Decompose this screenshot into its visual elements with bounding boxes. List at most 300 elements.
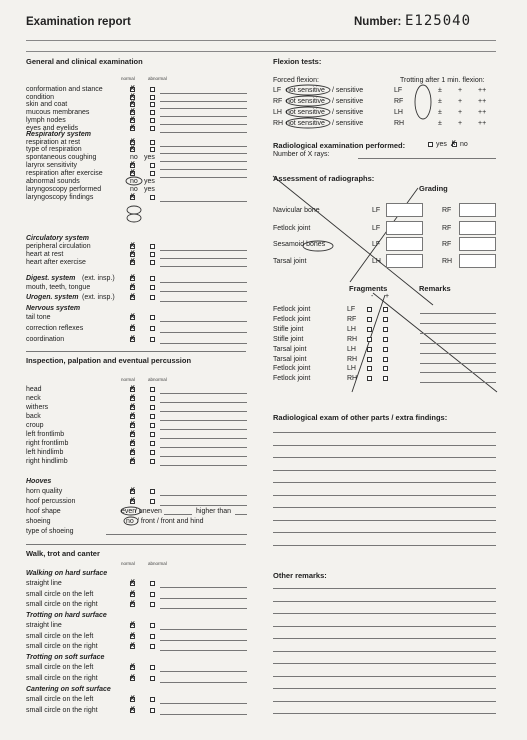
circ-row-line bbox=[160, 266, 247, 267]
insp-row-mark: ✗ bbox=[129, 402, 136, 411]
general-row-abnormal-box[interactable] bbox=[150, 95, 155, 100]
frag-row-leg: LH bbox=[347, 325, 356, 333]
hard-walk-row-line bbox=[160, 608, 247, 609]
nervous-row-abnormal-box[interactable] bbox=[150, 337, 155, 342]
frag-row-name: Tarsal joint bbox=[273, 355, 307, 363]
hoof-row-label: hoof percussion bbox=[26, 498, 76, 505]
trot-scale: + bbox=[458, 98, 463, 105]
circ-row-mark: ✗ bbox=[129, 257, 136, 267]
soft-trot-row-line bbox=[160, 682, 247, 683]
frag-minus: - bbox=[371, 293, 374, 300]
circ-row-label: peripheral circulation bbox=[26, 243, 91, 250]
frag-minus-box[interactable] bbox=[367, 337, 372, 342]
general-row-mark: ✗ bbox=[129, 84, 136, 93]
soft-trot-row-mark: ✗ bbox=[129, 662, 136, 671]
nervous-row-line bbox=[160, 321, 247, 322]
insp-row-mark: ✗ bbox=[129, 411, 136, 420]
hard-trot-row-label: small circle on the right bbox=[26, 643, 98, 650]
resp-row-abnormal-box[interactable] bbox=[150, 140, 155, 145]
hoof-uneven: / uneven bbox=[135, 508, 162, 515]
hard-walk-row-label: straight line bbox=[26, 580, 62, 587]
other-parts-line bbox=[273, 507, 496, 508]
circ-row-label: heart after exercise bbox=[26, 259, 86, 267]
frag-plus-box[interactable] bbox=[383, 376, 388, 381]
frag-minus-box[interactable] bbox=[367, 317, 372, 322]
type-shoeing-line bbox=[106, 534, 247, 535]
general-row-abnormal-box[interactable] bbox=[150, 118, 155, 123]
soft-canter-row-mark: ✗ bbox=[129, 705, 136, 714]
grade-box-right[interactable] bbox=[459, 221, 496, 235]
soft-canter-title: Cantering on soft surface bbox=[26, 686, 111, 693]
soft-canter-row-abnormal-box[interactable] bbox=[150, 697, 155, 702]
insp-row-line bbox=[160, 429, 247, 430]
frag-row-name: Stifle joint bbox=[273, 325, 304, 333]
resp-row-abnormal-box[interactable] bbox=[150, 163, 155, 168]
assessment-title: Assessment of radiographs: bbox=[273, 174, 375, 183]
insp-row-label: neck bbox=[26, 395, 41, 402]
frag-remark-line bbox=[420, 372, 496, 373]
resp-row-label: respiration at rest bbox=[26, 138, 81, 146]
hard-trot-row-label: small circle on the left bbox=[26, 632, 94, 640]
circ-row-line bbox=[160, 250, 247, 251]
hoof-even: even bbox=[121, 508, 137, 515]
shoeing-label: shoeing bbox=[26, 518, 51, 525]
flex-sensitive: / sensitive bbox=[332, 87, 364, 94]
soft-trot-row-label: small circle on the left bbox=[26, 664, 94, 671]
grade-box-right[interactable] bbox=[459, 237, 496, 251]
grade-box-left[interactable] bbox=[386, 237, 423, 251]
other-remarks-title: Other remarks: bbox=[273, 571, 327, 580]
forced-flexion-label: Forced flexion: bbox=[273, 77, 319, 84]
insp-row-label: left hindlimb bbox=[26, 449, 64, 456]
hard-walk-row-mark: ✗ bbox=[129, 588, 136, 598]
flex-leg: LH bbox=[273, 109, 282, 116]
assess-right-leg: RF bbox=[442, 241, 452, 248]
general-row-abnormal-box[interactable] bbox=[150, 102, 155, 107]
grade-box-left[interactable] bbox=[386, 203, 423, 217]
x-rays-line bbox=[358, 158, 496, 159]
insp-row-abnormal-box[interactable] bbox=[150, 450, 155, 455]
general-row-label: eyes and eyelids bbox=[26, 124, 79, 132]
resp-row-line bbox=[160, 169, 247, 170]
other-parts-line bbox=[273, 520, 496, 521]
nervous-row-abnormal-box[interactable] bbox=[150, 315, 155, 320]
hoof-row-mark: ✗ bbox=[129, 496, 136, 505]
circ-row-abnormal-box[interactable] bbox=[150, 244, 155, 249]
insp-row-line bbox=[160, 411, 247, 412]
digest-line bbox=[160, 282, 247, 283]
grade-box-right[interactable] bbox=[459, 203, 496, 217]
respiratory-title: Respiratory system bbox=[26, 131, 91, 138]
soft-trot-title: Trotting on soft surface bbox=[26, 654, 105, 661]
other-remarks-line bbox=[273, 688, 496, 689]
general-title: General and clinical examination bbox=[26, 57, 143, 66]
frag-row-name: Fetlock joint bbox=[273, 375, 311, 383]
resp-row-abnormal-box[interactable] bbox=[150, 147, 155, 152]
sounds-no: no bbox=[130, 178, 138, 185]
assess-right-leg: RH bbox=[442, 258, 453, 265]
frag-plus-box[interactable] bbox=[383, 347, 388, 352]
trot-leg: RF bbox=[394, 98, 404, 105]
general-row-label: lymph nodes bbox=[26, 116, 66, 124]
trot-scale: ++ bbox=[478, 109, 487, 116]
flex-not-sensitive: not sensitive bbox=[286, 109, 325, 116]
frag-row-name: Tarsal joint bbox=[273, 345, 307, 353]
insp-row-abnormal-box[interactable] bbox=[150, 387, 155, 392]
insp-col-abnormal: abnormal bbox=[148, 377, 167, 382]
general-row-mark: ✗ bbox=[129, 122, 136, 132]
frag-row-leg: RH bbox=[347, 375, 358, 383]
resp-row-line bbox=[160, 161, 247, 162]
assess-left-leg: LF bbox=[372, 207, 381, 214]
flex-sensitive: / sensitive bbox=[332, 98, 364, 105]
walk-title: Walk, trot and canter bbox=[26, 549, 100, 558]
trot-scale: ± bbox=[438, 87, 442, 94]
general-row-mark: ✗ bbox=[129, 107, 136, 117]
insp-row-abnormal-box[interactable] bbox=[150, 441, 155, 446]
mouth-row-abnormal-box[interactable] bbox=[150, 285, 155, 290]
resp-row-mark: ✗ bbox=[129, 144, 136, 154]
other-remarks-line bbox=[273, 701, 496, 702]
general-row-label: condition bbox=[26, 93, 55, 101]
hard-trot-row-mark: ✗ bbox=[129, 620, 136, 629]
circulatory-title: Circulatory system bbox=[26, 235, 90, 242]
insp-row-line bbox=[160, 402, 247, 403]
col-normal: normal bbox=[121, 76, 135, 81]
hard-trot-row-line bbox=[160, 629, 247, 630]
frag-remark-line bbox=[420, 353, 496, 354]
resp-row-mark: ✗ bbox=[129, 168, 136, 178]
other-parts-line bbox=[273, 532, 496, 533]
other-remarks-line bbox=[273, 626, 496, 627]
other-remarks-line bbox=[273, 638, 496, 639]
hard-trot-row-abnormal-box[interactable] bbox=[150, 644, 155, 649]
sounds-no-circle bbox=[127, 206, 141, 214]
resp-row-label: larynx sensitivity bbox=[26, 162, 77, 170]
coughing-no: no bbox=[130, 154, 138, 162]
insp-row-abnormal-box[interactable] bbox=[150, 405, 155, 410]
assess-left-leg: LH bbox=[372, 258, 381, 265]
frag-remark-line bbox=[420, 333, 496, 334]
frag-remark-line bbox=[420, 323, 496, 324]
frag-row-leg: LF bbox=[347, 306, 356, 313]
flex-sensitive: / sensitive bbox=[332, 120, 364, 127]
frag-remark-line bbox=[420, 363, 496, 364]
flex-sensitive: / sensitive bbox=[332, 109, 364, 116]
flex-leg: RF bbox=[273, 98, 283, 105]
general-row-mark: ✗ bbox=[129, 99, 136, 109]
trot-scale: ± bbox=[438, 120, 442, 127]
insp-row-mark: ✗ bbox=[129, 429, 136, 438]
frag-row-leg: LH bbox=[347, 345, 356, 353]
remarks-label: Remarks bbox=[419, 284, 451, 293]
general-row-abnormal-box[interactable] bbox=[150, 110, 155, 115]
insp-row-line bbox=[160, 420, 247, 421]
hard-walk-title: Walking on hard surface bbox=[26, 570, 108, 577]
sounds-yes: yes bbox=[144, 185, 155, 193]
general-row-abnormal-box[interactable] bbox=[150, 126, 155, 131]
soft-canter-row-line bbox=[160, 703, 247, 704]
assess-left-leg: LF bbox=[372, 241, 381, 248]
trot-zero-circle bbox=[415, 85, 431, 119]
hard-walk-row-line bbox=[160, 598, 247, 599]
frag-row-leg: RH bbox=[347, 335, 358, 343]
assess-row-name: Navicular bone bbox=[273, 207, 320, 214]
frag-plus: + bbox=[385, 293, 390, 300]
frag-remark-line bbox=[420, 313, 496, 314]
hard-walk-row-label: small circle on the right bbox=[26, 601, 98, 608]
hard-trot-row-line bbox=[160, 640, 247, 641]
frag-minus-box[interactable] bbox=[367, 347, 372, 352]
hoof-row-abnormal-box[interactable] bbox=[150, 499, 155, 504]
hard-walk-row-label: small circle on the left bbox=[26, 590, 94, 598]
hard-walk-row-abnormal-box[interactable] bbox=[150, 581, 155, 586]
frag-plus-box[interactable] bbox=[383, 307, 388, 312]
soft-trot-row-abnormal-box[interactable] bbox=[150, 676, 155, 681]
frag-row-leg: LH bbox=[347, 365, 356, 373]
type-shoeing-label: type of shoeing bbox=[26, 528, 74, 535]
frag-minus-box[interactable] bbox=[367, 327, 372, 332]
general-row-label: skin and coat bbox=[26, 101, 68, 109]
resp-row-mark: ✗ bbox=[129, 191, 136, 201]
trot-leg: LH bbox=[394, 109, 403, 116]
nervous-row-label: tail tone bbox=[26, 314, 51, 321]
insp-row-abnormal-box[interactable] bbox=[150, 396, 155, 401]
trot-leg: RH bbox=[394, 120, 405, 127]
other-parts-line bbox=[273, 445, 496, 446]
resp-row-abnormal-box[interactable] bbox=[150, 195, 155, 200]
flex-not-sensitive: not sensitive bbox=[286, 98, 325, 105]
frag-row-name: Fetlock joint bbox=[273, 315, 311, 323]
flex-not-sensitive: not sensitive bbox=[286, 87, 325, 94]
other-parts-line bbox=[273, 545, 496, 546]
grade-box-left[interactable] bbox=[386, 221, 423, 235]
soft-trot-row-abnormal-box[interactable] bbox=[150, 665, 155, 670]
report-title: Examination report bbox=[26, 16, 131, 28]
circ-row-label: heart at rest bbox=[26, 251, 64, 259]
frag-minus-box[interactable] bbox=[367, 376, 372, 381]
mouth-row-label: mouth, teeth, tongue bbox=[26, 284, 91, 291]
sounds-yes: yes bbox=[144, 178, 155, 185]
digest-mark: ✗ bbox=[129, 273, 136, 282]
trot-leg: LF bbox=[394, 87, 403, 94]
insp-row-mark: ✗ bbox=[129, 384, 136, 393]
urogen-abnormal-box[interactable] bbox=[150, 295, 155, 300]
hard-trot-row-abnormal-box[interactable] bbox=[150, 623, 155, 628]
col-abnormal: abnormal bbox=[148, 76, 167, 81]
insp-row-label: withers bbox=[26, 404, 49, 411]
hard-walk-row-abnormal-box[interactable] bbox=[150, 592, 155, 597]
assess-row-name: Sesamoid bones bbox=[273, 241, 326, 248]
mouth-row-mark: ✗ bbox=[129, 282, 136, 291]
sounds-no: no bbox=[130, 185, 138, 193]
walk-col-abnormal: abnormal bbox=[148, 561, 167, 566]
frag-row-name: Fetlock joint bbox=[273, 306, 311, 313]
frag-minus-box[interactable] bbox=[367, 366, 372, 371]
laryngo-no-circle bbox=[127, 214, 141, 222]
flexion-title: Flexion tests: bbox=[273, 57, 322, 66]
other-parts-line bbox=[273, 457, 496, 458]
nervous-row-label: correction reflexes bbox=[26, 325, 84, 332]
insp-row-label: croup bbox=[26, 422, 44, 429]
other-remarks-line bbox=[273, 601, 496, 602]
resp-row-label: abnormal sounds bbox=[26, 178, 80, 185]
trot-scale: ± bbox=[438, 109, 442, 116]
shoeing-no: no bbox=[126, 518, 134, 525]
circ-row-mark: ✗ bbox=[129, 249, 136, 259]
nervous-row-abnormal-box[interactable] bbox=[150, 326, 155, 331]
insp-row-mark: ✗ bbox=[129, 447, 136, 456]
resp-row-label: laryngoscopy findings bbox=[26, 193, 94, 201]
soft-trot-row-label: small circle on the right bbox=[26, 675, 98, 682]
hard-trot-row-label: straight line bbox=[26, 622, 62, 629]
frag-minus-box[interactable] bbox=[367, 307, 372, 312]
general-row-abnormal-box[interactable] bbox=[150, 87, 155, 92]
resp-row-line bbox=[160, 177, 247, 178]
resp-row-label: respiration after exercise bbox=[26, 170, 103, 178]
hard-walk-row-abnormal-box[interactable] bbox=[150, 602, 155, 607]
frag-remark-line bbox=[420, 343, 496, 344]
trot-scale: + bbox=[458, 120, 463, 127]
insp-row-mark: ✗ bbox=[129, 420, 136, 429]
general-row-line bbox=[160, 93, 247, 94]
insp-col-normal: normal bbox=[121, 377, 135, 382]
radio-title: Radiological examination performed: bbox=[273, 141, 406, 150]
radio-yes-box[interactable] bbox=[428, 142, 433, 147]
soft-canter-row-abnormal-box[interactable] bbox=[150, 708, 155, 713]
trot-scale: ± bbox=[438, 98, 442, 105]
frag-plus-box[interactable] bbox=[383, 337, 388, 342]
general-row-mark: ✗ bbox=[129, 114, 136, 124]
nervous-row-mark: ✗ bbox=[129, 334, 136, 343]
hoof-higher-blank-2 bbox=[235, 514, 247, 515]
hoof-higher-blank bbox=[164, 514, 192, 515]
frag-plus-box[interactable] bbox=[383, 357, 388, 362]
hard-trot-row-abnormal-box[interactable] bbox=[150, 634, 155, 639]
hard-walk-row-mark: ✗ bbox=[129, 578, 136, 587]
frag-plus-box[interactable] bbox=[383, 366, 388, 371]
trot-scale: ++ bbox=[478, 120, 487, 127]
shoeing-rest: / front / front and hind bbox=[137, 518, 204, 525]
frag-plus-box[interactable] bbox=[383, 327, 388, 332]
mouth-row-line bbox=[160, 291, 247, 292]
nervous-row-line bbox=[160, 343, 247, 344]
insp-row-abnormal-box[interactable] bbox=[150, 459, 155, 464]
hard-walk-row-mark: ✗ bbox=[129, 599, 136, 608]
other-remarks-line bbox=[273, 588, 496, 589]
insp-row-line bbox=[160, 438, 247, 439]
digest-abnormal-box[interactable] bbox=[150, 276, 155, 281]
grade-box-right[interactable] bbox=[459, 254, 496, 268]
hard-trot-row-mark: ✗ bbox=[129, 630, 136, 640]
other-remarks-line bbox=[273, 676, 496, 677]
other-parts-line bbox=[273, 482, 496, 483]
resp-row-line bbox=[160, 146, 247, 147]
frag-row-name: Fetlock joint bbox=[273, 365, 311, 373]
insp-row-abnormal-box[interactable] bbox=[150, 423, 155, 428]
frag-remark-line bbox=[420, 382, 496, 383]
general-row-line bbox=[160, 124, 247, 125]
insp-row-label: head bbox=[26, 386, 42, 393]
general-row-line bbox=[160, 108, 247, 109]
insp-row-label: right hindlimb bbox=[26, 458, 68, 465]
assess-right-leg: RF bbox=[442, 225, 452, 232]
resp-row-label: laryngoscopy performed bbox=[26, 185, 102, 193]
insp-row-label: left frontlimb bbox=[26, 431, 65, 438]
assess-right-leg: RF bbox=[442, 207, 452, 214]
resp-row-line bbox=[160, 201, 247, 202]
resp-row-label: type of respiration bbox=[26, 146, 82, 154]
resp-row-abnormal-box[interactable] bbox=[150, 171, 155, 176]
other-remarks-line bbox=[273, 651, 496, 652]
soft-trot-row-mark: ✗ bbox=[129, 673, 136, 682]
insp-row-abnormal-box[interactable] bbox=[150, 432, 155, 437]
other-remarks-line bbox=[273, 663, 496, 664]
grade-box-left[interactable] bbox=[386, 254, 423, 268]
inspection-title: Inspection, palpation and eventual percussion bbox=[26, 356, 192, 365]
circ-row-abnormal-box[interactable] bbox=[150, 252, 155, 257]
insp-row-line bbox=[160, 447, 247, 448]
frag-minus-box[interactable] bbox=[367, 357, 372, 362]
radio-yes: yes bbox=[436, 141, 447, 148]
hoof-row-line bbox=[160, 495, 247, 496]
radio-no: no bbox=[460, 141, 468, 148]
assess-row-name: Tarsal joint bbox=[273, 258, 307, 265]
insp-row-abnormal-box[interactable] bbox=[150, 414, 155, 419]
insp-row-label: right frontlimb bbox=[26, 440, 69, 447]
trot-scale: ++ bbox=[478, 87, 487, 94]
insp-row-label: back bbox=[26, 413, 41, 420]
frag-row-leg: RH bbox=[347, 355, 358, 363]
circ-row-abnormal-box[interactable] bbox=[150, 260, 155, 265]
radio-no-mark: ✗ bbox=[450, 139, 457, 148]
trot-scale: + bbox=[458, 109, 463, 116]
urogen-mark: ✗ bbox=[129, 292, 136, 301]
frag-plus-box[interactable] bbox=[383, 317, 388, 322]
resp-row-mark: ✗ bbox=[129, 136, 136, 146]
general-row-line bbox=[160, 116, 247, 117]
resp-row-mark: ✗ bbox=[129, 160, 136, 170]
hoof-row-mark: ✗ bbox=[129, 486, 136, 495]
hard-trot-row-mark: ✗ bbox=[129, 641, 136, 650]
trot-scale: ++ bbox=[478, 98, 487, 105]
report-number: E125040 bbox=[405, 13, 472, 29]
grading-label: Grading bbox=[419, 184, 448, 193]
hooves-title: Hooves bbox=[26, 478, 52, 485]
nervous-row-line bbox=[160, 332, 247, 333]
nervous-row-mark: ✗ bbox=[129, 312, 136, 321]
number-label: Number: bbox=[354, 16, 402, 28]
hoof-shape-label: hoof shape bbox=[26, 508, 61, 515]
general-row-line bbox=[160, 132, 247, 133]
insp-row-mark: ✗ bbox=[129, 393, 136, 402]
hoof-row-abnormal-box[interactable] bbox=[150, 489, 155, 494]
other-parts-line bbox=[273, 495, 496, 496]
assess-row-name: Fetlock joint bbox=[273, 225, 311, 232]
digest-ext: (ext. insp.) bbox=[82, 275, 115, 282]
resp-row-label: spontaneous coughing bbox=[26, 154, 97, 162]
hoof-row-label: horn quality bbox=[26, 488, 63, 495]
digest-label: Digest. system bbox=[26, 275, 76, 282]
general-row-line bbox=[160, 101, 247, 102]
general-row-mark: ✗ bbox=[129, 91, 136, 101]
nervous-row-mark: ✗ bbox=[129, 323, 136, 332]
trot-scale: + bbox=[458, 87, 463, 94]
frag-row-leg: RF bbox=[347, 315, 357, 323]
urogen-ext: (ext. insp.) bbox=[82, 294, 115, 301]
resp-row-line bbox=[160, 153, 247, 154]
urogen-label: Urogen. system bbox=[26, 294, 79, 301]
